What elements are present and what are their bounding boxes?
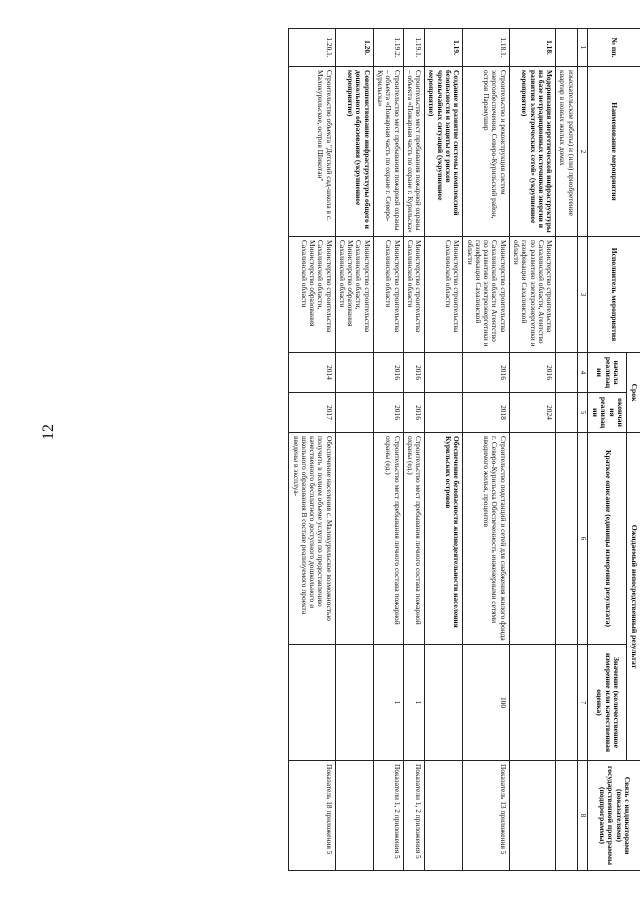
executor: Министерство строительства Сахалинской области (373, 237, 403, 353)
measure-name: Строительство объекта "Детский сад-школа в с. Малокурильское, остров Шикотан" (289, 67, 335, 237)
header-term: Срок (627, 353, 640, 433)
end-year (556, 393, 578, 433)
end-year: 2016 (373, 393, 403, 433)
indicator-link: Показатели 1, 2 приложения 5 (373, 761, 403, 871)
measure-name: Совершенствование инфраструктуры общего и дошкольного образования (укрупненное мероприятие) (335, 67, 373, 237)
indicator-link: Показатели 1, 2 приложения 5 (403, 761, 425, 871)
page-number: 12 (40, 424, 57, 440)
result-value (509, 645, 555, 761)
table-row (509, 29, 555, 871)
measure-name: Создание и развитие системы комплексной безопасности и защиты от рисков чрезвычайных ситуаций (укрупненное мероприятие) (425, 67, 463, 237)
header-end: окончания реализации (588, 393, 627, 433)
table-row (403, 29, 425, 871)
table-sheet (63, 28, 640, 870)
result-value: 1 (403, 645, 425, 761)
start-year (556, 353, 578, 393)
result-description (556, 433, 578, 645)
start-year: 2016 (463, 353, 509, 393)
table-row (463, 29, 509, 871)
measure-name: Строительство и реконструкция систем энергообеспечения, Северо-Курильский район, остров Парамушир (463, 67, 509, 237)
result-value: 1 (373, 645, 403, 761)
column-number: 7 (577, 645, 588, 761)
result-description: Строительство мест пребывания личного состава пожарной охраны (ед.) (403, 433, 425, 645)
column-number: 2 (577, 67, 588, 237)
end-year (335, 393, 373, 433)
end-year: 2016 (403, 393, 425, 433)
result-description: Строительство подстанций и сетей для снабжения жилого фонда г. Северо-Курильска Обеспеченность инженерными сетями вводимого жилья, процентов (463, 433, 509, 645)
end-year: 2018 (463, 393, 509, 433)
indicator-link (335, 761, 373, 871)
executor: Министерство строительства Сахалинской области, Агентство по развитию электроэнергетики и газификации Сахалинской области (509, 237, 555, 353)
column-number: 6 (577, 433, 588, 645)
executor: Министерство строительства Сахалинской области, Министерство образования Сахалинской области (289, 237, 335, 353)
result-value (556, 645, 578, 761)
start-year (335, 353, 373, 393)
start-year (425, 353, 463, 393)
executor: Министерство строительства Сахалинской области (403, 237, 425, 353)
header-num: № пп. (588, 29, 640, 67)
measure-name: Строительство мест пребывания пожарной охраны – объекта «Пожарная часть по охране г. Курильска» (403, 67, 425, 237)
header-name: Наименование мероприятия (588, 67, 640, 237)
row-number (556, 29, 578, 67)
header-link: Связь с индикаторами (показателями) государственной программы (подпрограммы) (588, 761, 640, 871)
column-number: 4 (577, 353, 588, 393)
row-number: 1.20.1. (289, 29, 335, 67)
column-number: 8 (577, 761, 588, 871)
measure-name: Строительство мест пребывания пожарной охраны – объекта «Пожарная часть по охране г. Северо-Курильска» (373, 67, 403, 237)
column-number: 3 (577, 237, 588, 353)
row-number: 1.18. (509, 29, 555, 67)
table-row (556, 29, 578, 871)
end-year (425, 393, 463, 433)
start-year: 2016 (373, 353, 403, 393)
row-number: 1.20. (335, 29, 373, 67)
column-number: 5 (577, 393, 588, 433)
indicator-link (556, 761, 578, 871)
indicator-link: Показатель 18 приложения 5 (289, 761, 335, 871)
table-row (335, 29, 373, 871)
indicator-link (509, 761, 555, 871)
row-number: 1.18.1. (463, 29, 509, 67)
result-value (335, 645, 373, 761)
start-year: 2016 (403, 353, 425, 393)
start-year: 2014 (289, 353, 335, 393)
header-executor: Исполнитель мероприятия (588, 237, 640, 353)
header-result: Ожидаемый непосредственный результат (627, 433, 640, 761)
result-value: 100 (463, 645, 509, 761)
row-number: 1.19.2. (373, 29, 403, 67)
result-value (425, 645, 463, 761)
header-start: начала реализации (588, 353, 627, 393)
result-description: Обеспечение населения с. Малокурильское возможностью получить в полном объеме услуги по предоставлению качественного бесплатного доступного дошкольного и школьного образования В составе реализуемого проекта введены в эксплуа- (289, 433, 335, 645)
table-row (289, 29, 335, 871)
row-number: 1.19.1. (403, 29, 425, 67)
executor: Министерство строительства Сахалинской области (425, 237, 463, 353)
start-year: 2016 (509, 353, 555, 393)
measure-name: Модернизация энергетической инфраструктуры на базе нетрадиционных источников энергии и развития электрических сетей» (укрупненное мероприятие) (509, 67, 555, 237)
executor: Министерство строительства Сахалинской области, Министерство образования Сахалинской области (335, 237, 373, 353)
end-year: 2024 (509, 393, 555, 433)
result-description (509, 433, 555, 645)
result-description: Строительство мест пребывания личного состава пожарной охраны (ед.) (373, 433, 403, 645)
end-year: 2017 (289, 393, 335, 433)
table-row (425, 29, 463, 871)
measures-table (288, 28, 640, 871)
column-number: 1 (577, 29, 588, 67)
row-number: 1.19. (425, 29, 463, 67)
indicator-link (425, 761, 463, 871)
result-value (289, 645, 335, 761)
column-number-row (577, 29, 588, 871)
measure-name: изыскательские работы) и (или) приобретение квартир в новых жилых домах (556, 67, 578, 237)
executor: Министерство строительства Сахалинской области Агентство по развитию электроэнергетики и газификации Сахалинской области (463, 237, 509, 353)
header-value: Значение (количественное измерение или качественная оценка) (588, 645, 627, 761)
executor (556, 237, 578, 353)
indicator-link: Показатель 13 приложения 5 (463, 761, 509, 871)
result-description: Обеспечение безопасности жизнедеятельности населения Курильских островов (425, 433, 463, 645)
result-description (335, 433, 373, 645)
header-short: Краткое описание (единицы измерения результата) (588, 433, 627, 645)
table-row (373, 29, 403, 871)
